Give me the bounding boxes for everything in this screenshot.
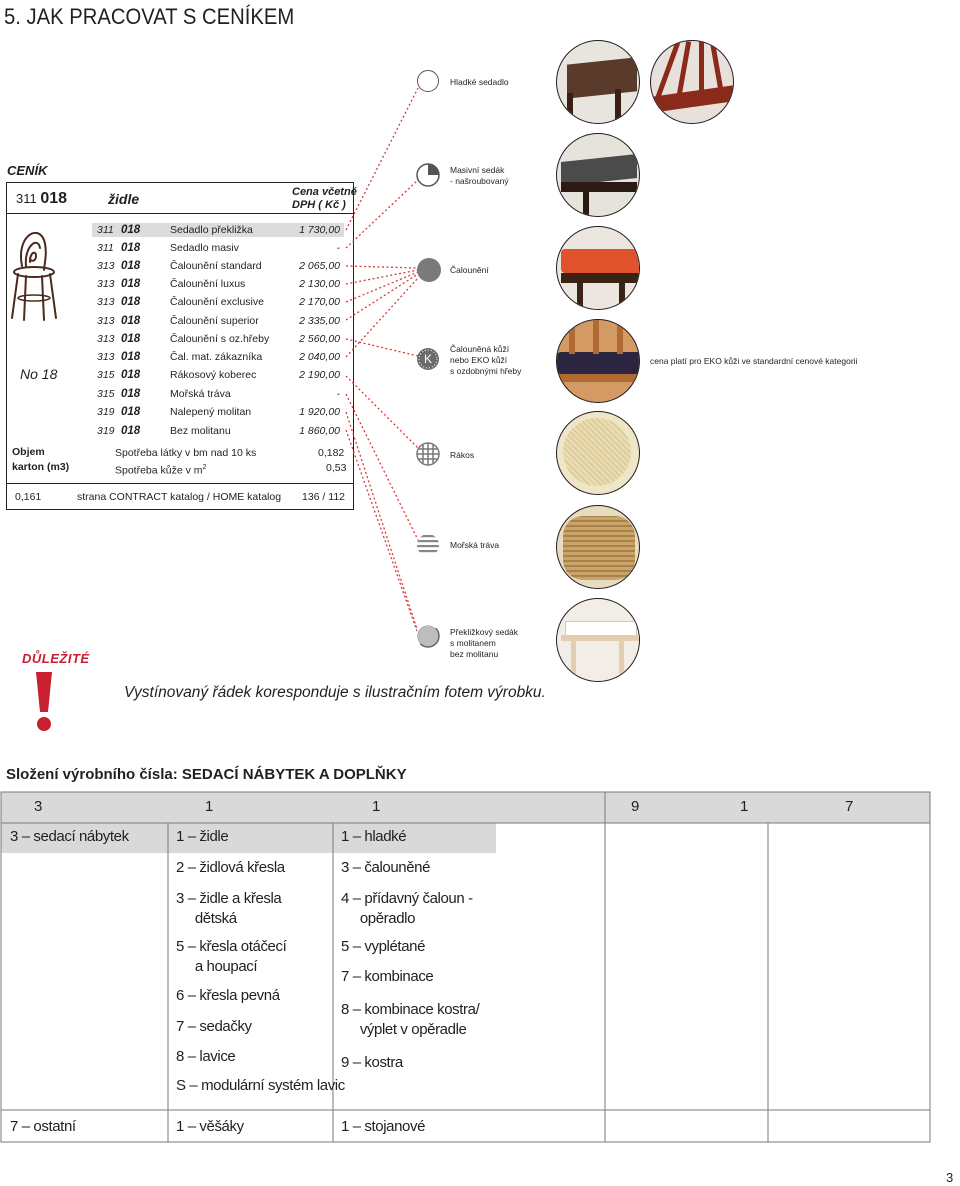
row-name: Čalounění luxus [170,278,246,290]
option-label-rattan: Rákos [450,450,475,460]
catalog-label: strana CONTRACT katalog / HOME katalog [77,491,282,503]
col3-item: 5 – vyplétané [341,938,426,955]
row-name: Čalounění standard [170,260,262,272]
row-name: Bez molitanu [170,425,231,437]
row-variant: 018 [121,296,141,308]
col2-item: 7 – sedačky [176,1018,252,1035]
exclamation-icon [32,672,56,734]
col2-item: 1 – židle [176,828,229,845]
row-code: 313 [97,278,115,290]
seat-photo-solid [556,133,640,217]
row-name: Čalounění s oz.hřeby [170,333,270,345]
row-variant: 018 [121,242,141,254]
row-price: 2 170,00 [299,296,340,308]
seat-photo-seagrass [556,505,640,589]
volume-value: 0,161 [15,491,42,503]
row-name: Nalepený molitan [170,406,252,418]
price-header: Cena včetně DPH ( Kč ) [292,186,357,211]
seat-photo-upholstery [556,226,640,310]
row-variant: 018 [121,333,141,345]
row-code: 313 [97,351,115,363]
page-title: 5. JAK PRACOVAT S CENÍKEM [4,4,295,29]
price-list-title: CENÍK [7,163,48,178]
row-price: 1 860,00 [299,425,340,437]
row-price: 2 560,00 [299,333,340,345]
chair-name: No 18 [20,366,58,382]
col3-item: 8 – kombinace kostra/ výplet v opěradle [341,1001,480,1038]
leather-consumption-value: 0,53 [326,462,347,474]
row-variant: 018 [121,260,141,272]
option-label-plywood: Překližkový sedák s molitanem bez molitanu [450,627,519,659]
fabric-consumption-value: 0,182 [318,447,345,459]
row-name: Sedadlo masiv [170,242,239,254]
composition-title: Složení výrobního čísla: SEDACÍ NÁBYTEK A DOPLŇKY [6,766,407,783]
row-code: 311 [97,242,114,254]
important-note: Vystínovaný řádek koresponduje s ilustračním fotem výrobku. [124,684,546,701]
seagrass-icon [416,533,440,557]
row-variant: 018 [121,315,141,327]
digit-2: 1 [205,798,213,815]
col3-item: 1 – hladké [341,828,407,845]
row-price: 2 040,00 [299,351,340,363]
col2-item: 6 – křesla pevná [176,987,280,1004]
row-variant: 018 [121,388,141,400]
row-name: Čalounění superior [170,315,259,327]
eko-leather-note: cena platí pro EKO kůži ve standardní cenové kategorii [650,356,858,366]
row-variant: 018 [121,224,141,236]
row-code: 313 [97,296,115,308]
row-name: Čal. mat. zákazníka [170,351,263,363]
row-code: 315 [97,369,115,381]
row-variant: 018 [121,369,141,381]
option-label-leather: Čalouněná kůží nebo EKO kůží s ozdobnými hřeby [450,344,522,376]
row-variant: 018 [121,351,141,363]
product-type: židle [108,191,140,207]
solid-seat-icon [416,163,440,187]
row-price: 2 335,00 [299,315,340,327]
leather-icon [416,347,440,371]
option-label-smooth: Hladké sedadlo [450,77,509,87]
row-price: 2 130,00 [299,278,340,290]
row-variant: 018 [121,278,141,290]
col3-item: 1 – stojanové [341,1118,426,1135]
row-variant: 018 [121,406,141,418]
row-price: 2 065,00 [299,260,340,272]
row-price: 1 730,00 [299,224,340,236]
row-code: 315 [97,388,115,400]
col2-item: 2 – židlová křesla [176,859,285,876]
digit-3: 1 [372,798,380,815]
fabric-consumption-label: Spotřeba látky v bm nad 10 ks [115,447,257,459]
row-variant: 018 [121,425,141,437]
row-name: Sedadlo překližka [170,224,253,236]
catalog-pages: 136 / 112 [302,491,346,503]
plywood-seat-icon [416,624,440,648]
digit-5: 1 [740,798,748,815]
leather-icon-letter: K [423,352,433,366]
seat-photo-rattan [556,411,640,495]
row-name: Mořská tráva [170,388,231,400]
row-price: - [336,388,340,400]
col2-item: 8 – lavice [176,1048,236,1065]
smooth-seat-icon [417,70,439,92]
row-code: 311 [97,224,114,236]
col3-item: 7 – kombinace [341,968,434,985]
col3-item: 3 – čalouněné [341,859,431,876]
option-label-solid: Masivní sedák - našroubovaný [450,165,509,186]
option-label-seagrass: Mořská tráva [450,540,500,550]
digit-1: 3 [34,798,42,815]
volume-label: Objem karton (m3) [12,446,70,473]
row-code: 313 [97,260,115,272]
row-code: 319 [97,406,115,418]
row-name: Rákosový koberec [170,369,257,381]
row-code: 313 [97,333,115,345]
col3-item: 9 – kostra [341,1054,403,1071]
row-code: 319 [97,425,115,437]
product-code: 311 018 [16,190,68,207]
row-price: 2 190,00 [299,369,340,381]
digit-6: 7 [845,798,853,815]
row-price: 1 920,00 [299,406,340,418]
leather-consumption-label: Spotřeba kůže v $m^2$ [115,464,207,477]
seat-photo-detail [650,40,734,124]
seat-photo-leather [556,319,640,403]
page-number: 3 [946,1170,954,1185]
col2-item: S – modulární systém lavic [176,1077,345,1094]
col1-item: 7 – ostatní [10,1118,76,1135]
rattan-icon [416,442,440,466]
col3-item: 4 – přídavný čaloun - opěradlo [341,890,473,927]
row-price: - [336,242,340,254]
option-label-upholstery: Čalounění [450,265,489,275]
digit-4: 9 [631,798,639,815]
composition-grid [0,790,960,1150]
important-label: DŮLEŽITÉ [22,651,90,666]
col2-item: 5 – křesla otáčecí a houpací [176,938,287,975]
seat-photo-smooth [556,40,640,124]
seat-photo-plywood [556,598,640,682]
row-name: Čalounění exclusive [170,296,264,308]
col2-item: 1 – věšáky [176,1118,244,1135]
upholstery-icon [417,258,441,282]
row-code: 313 [97,315,115,327]
col2-item: 3 – židle a křesla dětská [176,890,282,927]
col1-item: 3 – sedací nábytek [10,828,129,845]
